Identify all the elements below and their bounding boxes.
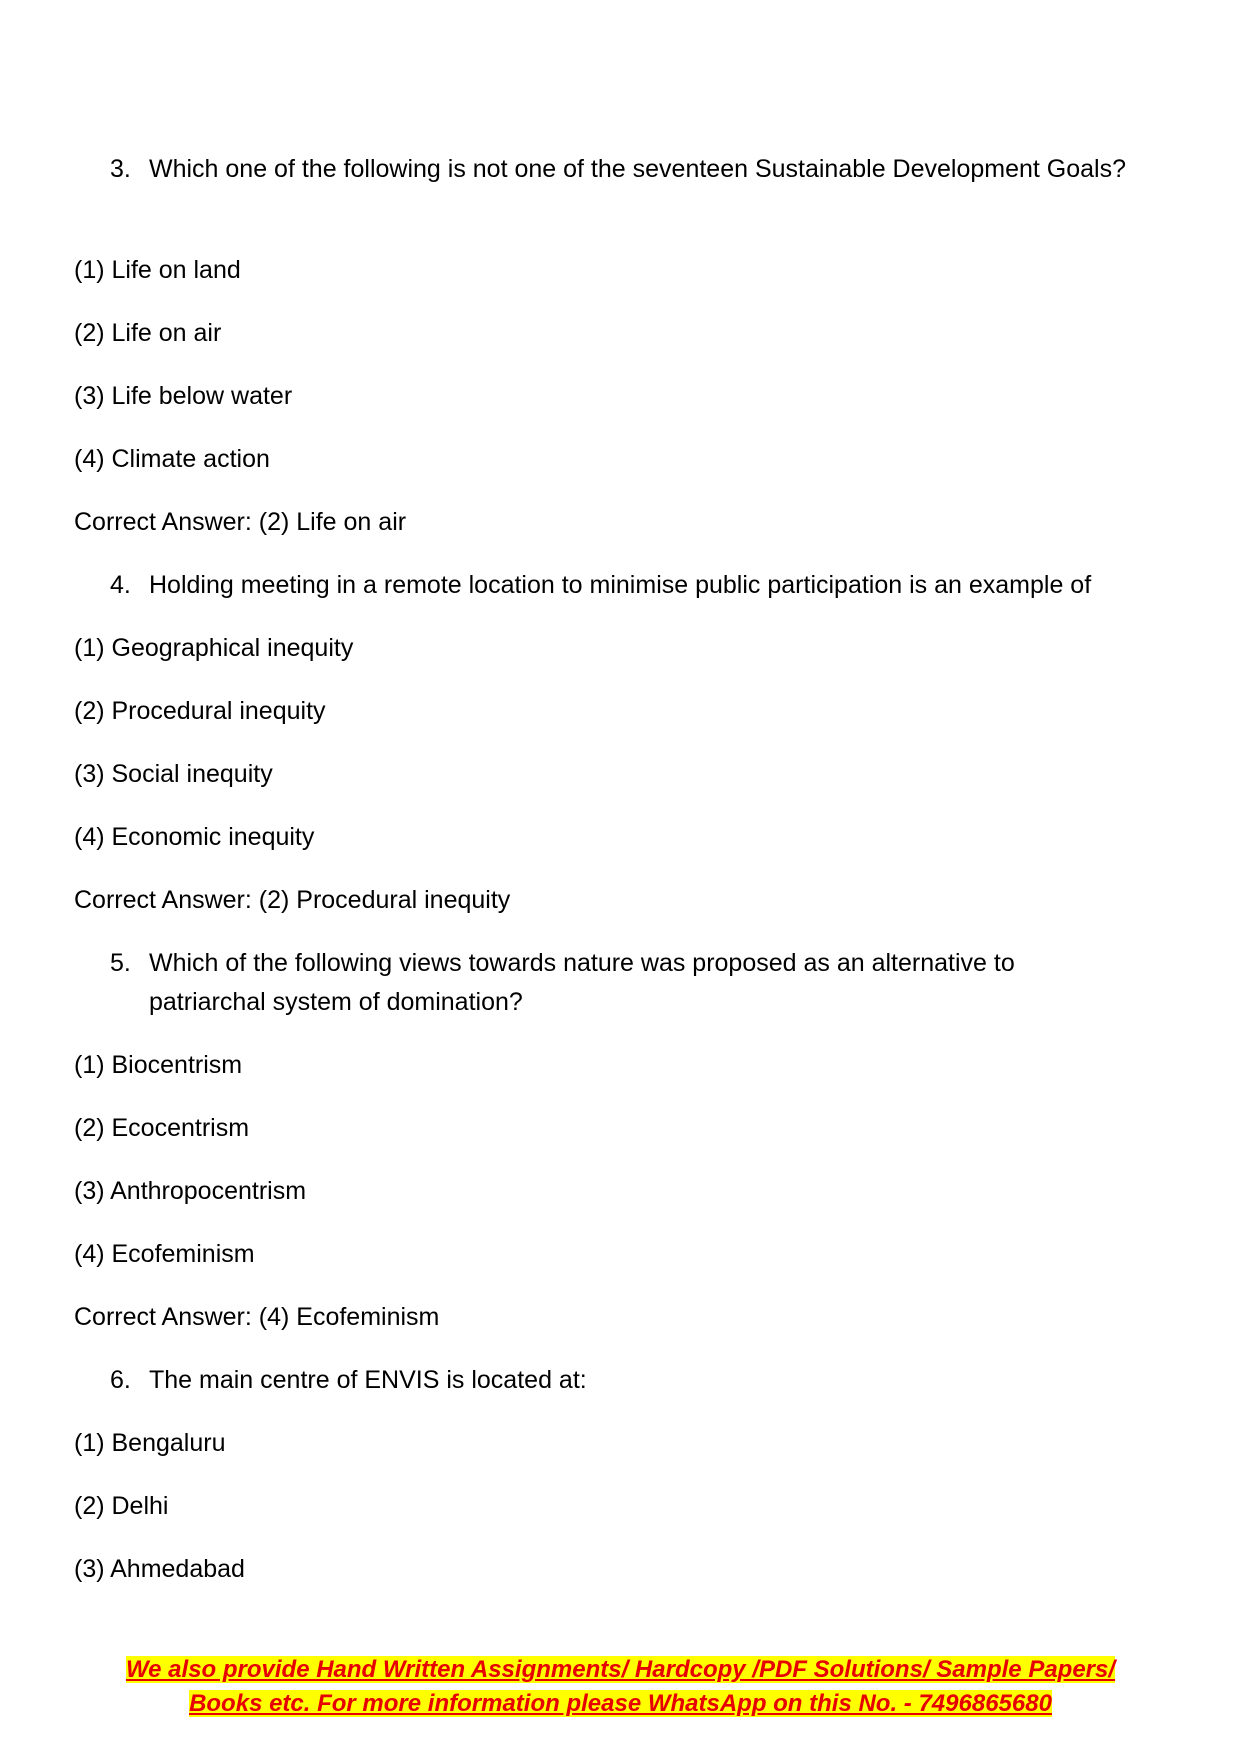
- question-text: The main centre of ENVIS is located at:: [149, 1366, 587, 1394]
- question-number: 4.: [110, 571, 131, 599]
- option: (3) Life below water: [74, 382, 293, 410]
- question-text: Holding meeting in a remote location to minimise public participation is an example of: [149, 571, 1092, 599]
- correct-answer: Correct Answer: (2) Procedural inequity: [74, 886, 511, 914]
- correct-answer: Correct Answer: (4) Ecofeminism: [74, 1303, 440, 1331]
- question-number: 5.: [110, 949, 131, 977]
- option: (1) Geographical inequity: [74, 634, 354, 662]
- option: (3) Social inequity: [74, 760, 273, 788]
- option: (1) Life on land: [74, 256, 241, 284]
- footer-line-1: We also provide Hand Written Assignments/ Hardcopy /PDF Solutions/ Sample Papers/: [125, 1656, 1116, 1683]
- question-text: Which of the following views towards nature was proposed as an alternative to patriarchal system of domination?: [149, 949, 1015, 1016]
- option: (2) Procedural inequity: [74, 697, 326, 725]
- option: (2) Ecocentrism: [74, 1114, 250, 1142]
- option: (4) Economic inequity: [74, 823, 315, 851]
- correct-answer: Correct Answer: (2) Life on air: [74, 508, 407, 536]
- question-number: 3.: [110, 155, 131, 183]
- question-number: 6.: [110, 1366, 131, 1394]
- footer-promo: [60, 1653, 1181, 1721]
- option: (4) Ecofeminism: [74, 1240, 255, 1268]
- footer-line-2: Books etc. For more information please WhatsApp on this No. - 7496865680: [189, 1690, 1052, 1717]
- option: (4) Climate action: [74, 445, 270, 473]
- question-text: Which one of the following is not one of the seventeen Sustainable Development Goals?: [149, 155, 1127, 183]
- option: (1) Bengaluru: [74, 1429, 226, 1457]
- option: (1) Biocentrism: [74, 1051, 243, 1079]
- option: (3) Anthropocentrism: [74, 1177, 307, 1205]
- option: (2) Delhi: [74, 1492, 169, 1520]
- option: (2) Life on air: [74, 319, 222, 347]
- option: (3) Ahmedabad: [74, 1555, 245, 1583]
